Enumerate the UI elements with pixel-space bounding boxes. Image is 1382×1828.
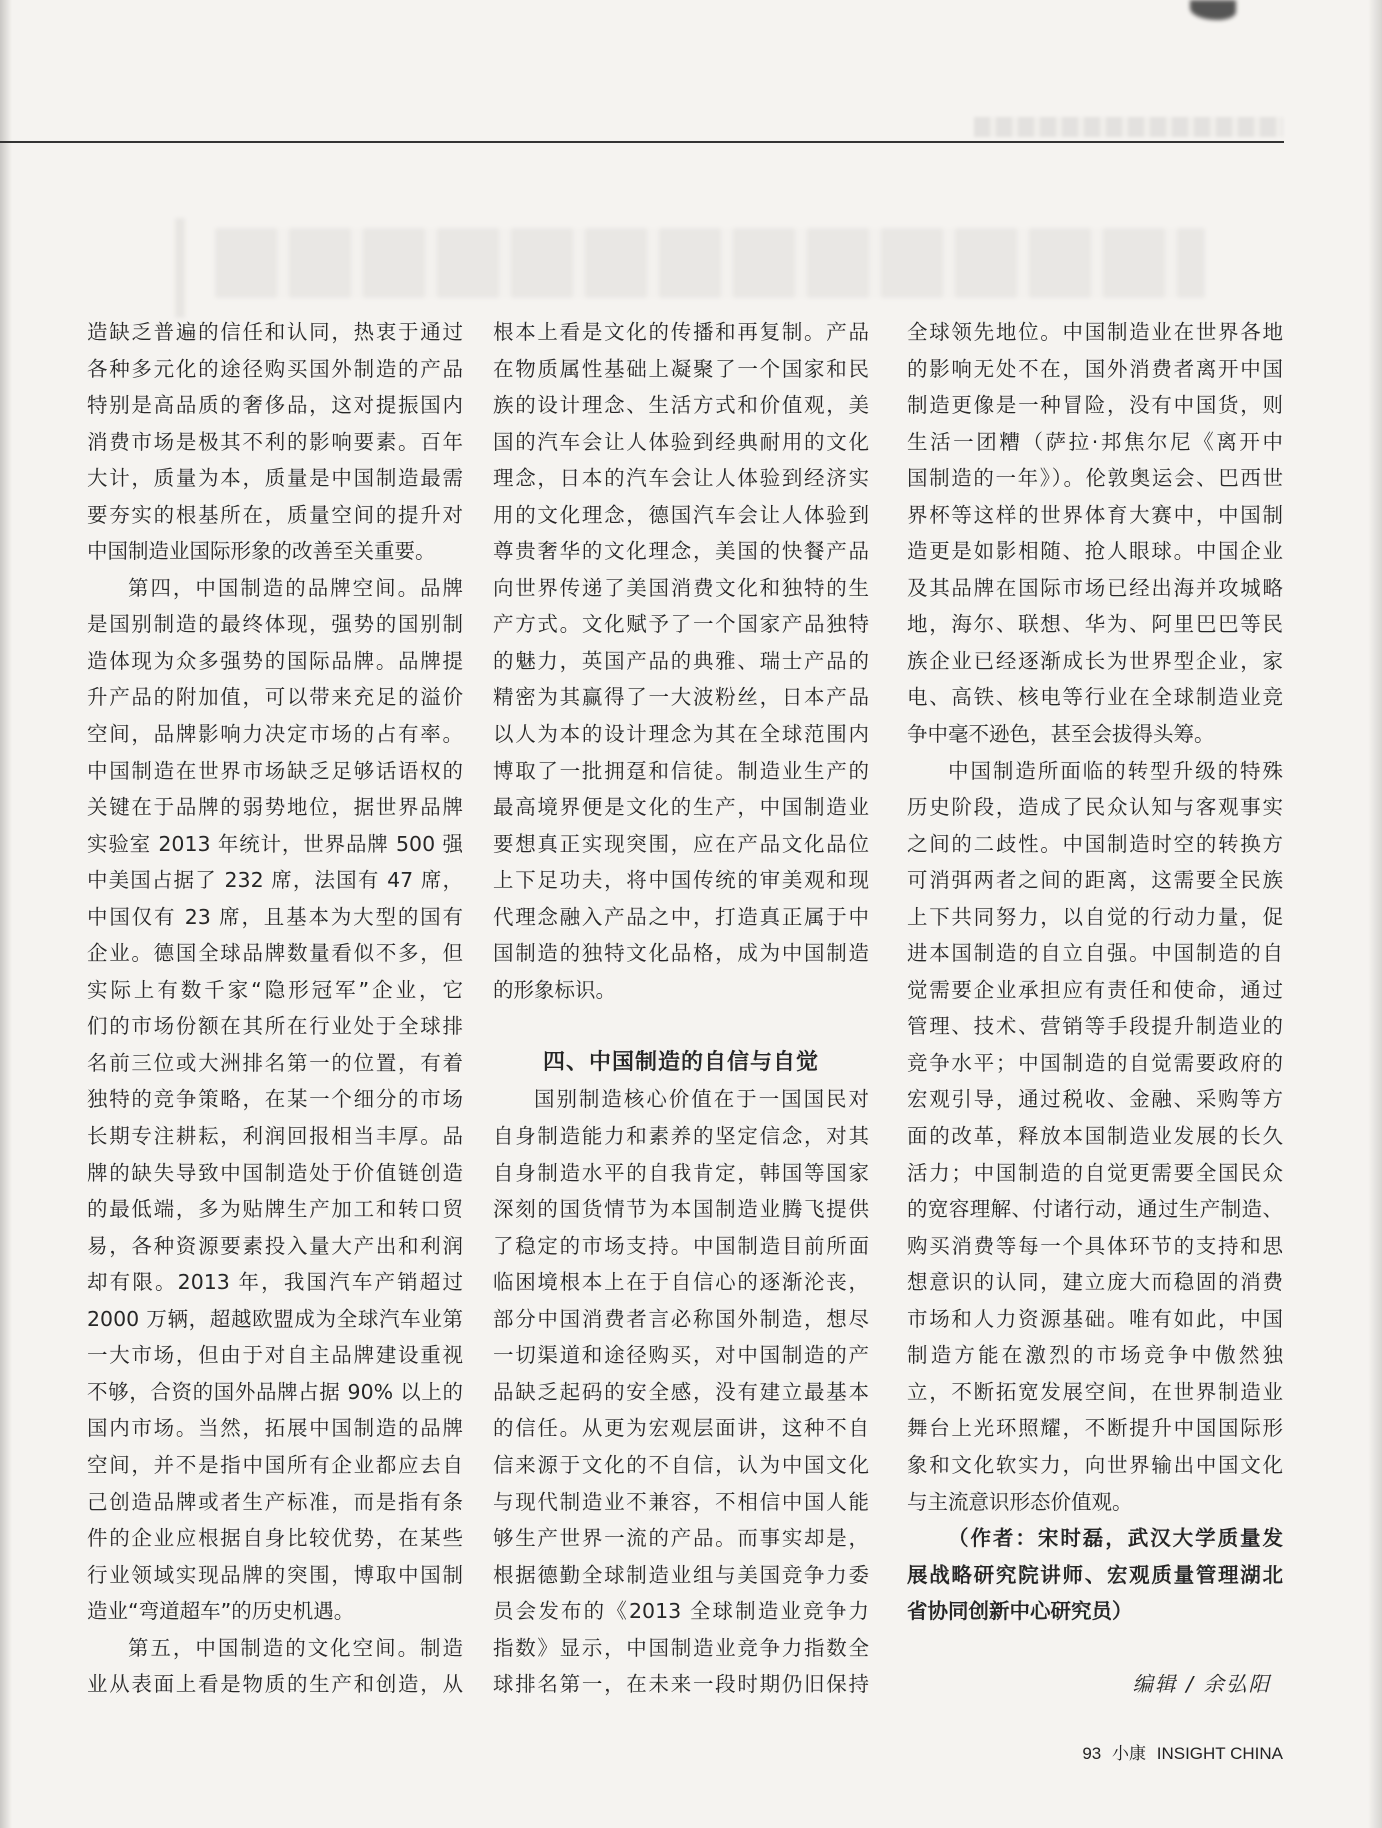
text-line: 国制造的一年》）。伦敦奥运会、巴西世	[907, 466, 1283, 491]
text-line: 最高境界便是文化的生产，中国制造业	[493, 795, 869, 820]
magazine-name-en: INSIGHT CHINA	[1156, 1744, 1283, 1763]
paragraph	[907, 314, 1283, 753]
text-line: 空间，并不是指中国所有企业都应去自	[87, 1452, 463, 1477]
text-line: 族企业已经逐渐成长为世界型企业，家	[907, 648, 1283, 673]
text-line: 自身制造水平的自我肯定，韩国等国家	[493, 1160, 869, 1185]
text-line: 及其品牌在国际市场已经出海并攻城略	[907, 575, 1283, 600]
text-line: 界杯等这样的世界体育大赛中，中国制	[907, 502, 1283, 527]
text-line: 长期专注耕耘，利润回报相当丰厚。品	[87, 1124, 463, 1149]
text-line: 部分中国消费者言必称国外制造，想尽	[493, 1306, 869, 1331]
text-line: 要想真正实现突围，应在产品文化品位	[493, 831, 869, 856]
text-line: 电、高铁、核电等行业在全球制造业竞	[907, 685, 1283, 710]
text-line: 牌的缺失导致中国制造处于价值链创造	[87, 1160, 463, 1185]
text-line: 向世界传递了美国消费文化和独特的生	[493, 575, 869, 600]
text-line: 己创造品牌或者生产标准，而是指有条	[87, 1489, 463, 1514]
text-line: 升产品的附加值，可以带来充足的溢价	[87, 685, 463, 710]
text-line: 造体现为众多强势的国际品牌。品牌提	[87, 648, 463, 673]
text-line: 上下共同努力，以自觉的行动力量，促	[907, 904, 1283, 929]
text-line: 根本上看是文化的传播和再复制。产品	[493, 320, 869, 344]
text-line: 代理念融入产品之中，打造真正属于中	[493, 904, 869, 929]
text-line: 宏观引导，通过税收、金融、采购等方	[907, 1087, 1283, 1112]
text-line: 购买消费等每一个具体环节的支持和思	[907, 1233, 1283, 1258]
text-line: 消费市场是极其不利的影响要素。百年	[87, 429, 463, 454]
text-line: 尊贵奢华的文化理念，美国的快餐产品	[493, 539, 869, 564]
text-line: 历史阶段，造成了民众认知与客观事实	[907, 795, 1283, 820]
text-line: 与现代制造业不兼容，不相信中国人能	[493, 1489, 869, 1514]
text-line: 以人为本的设计理念为其在全球范围内	[493, 722, 869, 747]
text-line: 族的设计理念、生活方式和价值观，美	[493, 393, 869, 418]
section-heading: 四、中国制造的自信与自觉	[542, 1049, 819, 1075]
header-rule	[0, 141, 1284, 143]
text-line: 活力；中国制造的自觉更需要全国民众	[907, 1160, 1283, 1185]
text-line: 的影响无处不在，国外消费者离开中国	[907, 356, 1283, 381]
text-line: 够生产世界一流的产品。而事实却是，	[493, 1526, 869, 1551]
author-byline	[907, 1520, 1283, 1630]
text-line: 自身制造能力和素养的坚定信念，对其	[493, 1124, 869, 1149]
text-line: 竞争水平；中国制造的自觉需要政府的	[907, 1050, 1283, 1075]
text-line: 精密为其赢得了一大波粉丝，日本产品	[493, 685, 869, 710]
text-line: 员会发布的《2013 全球制造业竞争力	[493, 1599, 869, 1624]
text-line: 与主流意识形态价值观。	[907, 1489, 1133, 1514]
text-line: 管理、技术、营销等手段提升制造业的	[907, 1014, 1283, 1039]
text-line: 关键在于品牌的弱势地位，据世界品牌	[87, 795, 463, 820]
text-line: 省协同创新中心研究员）	[907, 1599, 1133, 1624]
text-line: 国的汽车会让人体验到经典耐用的文化	[493, 429, 869, 454]
title-bleed-glyphs	[215, 228, 1205, 298]
text-line: 行业领域实现品牌的突围，博取中国制	[87, 1562, 463, 1587]
text-line: 第五，中国制造的文化空间。制造	[128, 1635, 463, 1660]
text-line: 的形象标识。	[493, 977, 616, 1002]
text-line: 造业“弯道超车”的历史机遇。	[87, 1599, 355, 1624]
text-line: 实验室 2013 年统计，世界品牌 500 强	[87, 831, 463, 856]
text-line: 理念，日本的汽车会让人体验到经济实	[493, 466, 869, 491]
text-line: 一大市场，但由于对自主品牌建设重视	[87, 1343, 463, 1368]
text-line: 想意识的认同，建立庞大而稳固的消费	[907, 1270, 1283, 1295]
editor-credit: 编辑 / 余弘阳	[1132, 1672, 1271, 1697]
title-bleed-bar	[175, 218, 185, 318]
text-line: 却有限。2013 年，我国汽车产销超过	[87, 1270, 463, 1295]
text-line: 中国制造业国际形象的改善至关重要。	[87, 539, 436, 564]
text-line: 进本国制造的自立自强。中国制造的自	[907, 941, 1283, 966]
text-line: 舞台上光环照耀，不断提升中国国际形	[907, 1416, 1283, 1441]
text-line: 信来源于文化的不自信，认为中国文化	[493, 1452, 869, 1477]
text-line: 要夯实的根基所在，质量空间的提升对	[87, 502, 463, 527]
text-line: 全球领先地位。中国制造业在世界各地	[907, 320, 1283, 344]
paragraph	[87, 1630, 463, 1703]
text-line: （作者：宋时磊，武汉大学质量发	[948, 1526, 1283, 1551]
text-line: 争中毫不逊色，甚至会拔得头筹。	[907, 722, 1215, 747]
text-line: 的信任。从更为宏观层面讲，这种不自	[493, 1416, 869, 1441]
text-line: 之间的二歧性。中国制造时空的转换方	[907, 831, 1283, 856]
text-line: 指数》显示，中国制造业竞争力指数全	[493, 1635, 869, 1660]
text-line: 上下足功夫，将中国传统的审美观和现	[493, 868, 869, 893]
text-line: 独特的竞争策略，在某一个细分的市场	[87, 1087, 463, 1112]
text-line: 的最低端，多为贴牌生产加工和转口贸	[87, 1197, 463, 1222]
text-line: 深刻的国货情节为本国制造业腾飞提供	[493, 1197, 869, 1222]
text-line: 是国别制造的最终体现，强势的国别制	[87, 612, 463, 637]
text-line: 第四，中国制造的品牌空间。品牌	[128, 575, 463, 600]
text-line: 实际上有数千家“隐形冠军”企业，它	[87, 977, 463, 1002]
text-line: 的魅力，英国产品的典雅、瑞士产品的	[493, 648, 869, 673]
text-line: 中国制造在世界市场缺乏足够话语权的	[87, 758, 463, 783]
text-line: 们的市场份额在其所在行业处于全球排	[87, 1014, 463, 1039]
text-line: 制造更像是一种冒险，没有中国货，则	[907, 393, 1283, 418]
text-line: 国内市场。当然，拓展中国制造的品牌	[87, 1416, 463, 1441]
header-bleed-through	[974, 117, 1283, 137]
text-line: 各种多元化的途径购买国外制造的产品	[87, 356, 463, 381]
text-line: 展战略研究院讲师、宏观质量管理湖北	[907, 1562, 1283, 1587]
text-line: 中国仅有 23 席，且基本为大型的国有	[87, 904, 463, 929]
text-line: 国别制造核心价值在于一国国民对	[534, 1087, 869, 1112]
text-line: 企业。德国全球品牌数量看似不多，但	[87, 941, 463, 966]
text-line: 球排名第一，在未来一段时期仍旧保持	[493, 1672, 869, 1697]
text-line: 大计，质量为本，质量是中国制造最需	[87, 466, 463, 491]
text-line: 了稳定的市场支持。中国制造目前所面	[493, 1233, 869, 1258]
scan-page-edge-left	[0, 0, 12, 1828]
text-line: 空间，品牌影响力决定市场的占有率。	[87, 722, 463, 747]
text-line: 市场和人力资源基础。唯有如此，中国	[907, 1306, 1283, 1331]
text-line: 的宽容理解、付诸行动，通过生产制造、	[907, 1197, 1283, 1222]
text-line: 造更是如影相随、抢人眼球。中国企业	[907, 539, 1283, 564]
text-line: 中美国占据了 232 席，法国有 47 席，	[87, 868, 463, 893]
paragraph	[493, 1081, 869, 1702]
page-footer	[1082, 1742, 1283, 1766]
text-line: 名前三位或大洲排名第一的位置，有着	[87, 1050, 463, 1075]
text-line: 易，各种资源要素投入量大产出和利润	[87, 1233, 463, 1258]
article-column-left	[87, 314, 463, 1703]
article-column-middle	[493, 314, 869, 1703]
text-line: 件的企业应根据自身比较优势，在某些	[87, 1526, 463, 1551]
paragraph	[493, 314, 869, 1008]
text-line: 国制造的独特文化品格，成为中国制造	[493, 941, 869, 966]
text-line: 用的文化理念，德国汽车会让人体验到	[493, 502, 869, 527]
page-number: 93	[1082, 1744, 1102, 1763]
paragraph	[87, 570, 463, 1630]
text-line: 地，海尔、联想、华为、阿里巴巴等民	[907, 612, 1283, 637]
text-line: 制造方能在激烈的市场竞争中傲然独	[907, 1343, 1283, 1368]
text-line: 生活一团糟（萨拉·邦焦尔尼《离开中	[907, 429, 1283, 454]
text-line: 产方式。文化赋予了一个国家产品独特	[493, 612, 869, 637]
title-bleed-through	[175, 218, 1215, 306]
text-line: 立，不断拓宽发展空间，在世界制造业	[907, 1379, 1283, 1404]
text-line: 业从表面上看是物质的生产和创造，从	[87, 1672, 463, 1697]
text-line: 不够，合资的国外品牌占据 90% 以上的	[87, 1379, 463, 1404]
paragraph	[87, 314, 463, 570]
text-line: 临困境根本上在于自信心的逐渐沦丧，	[493, 1270, 869, 1295]
text-line: 博取了一批拥趸和信徒。制造业生产的	[493, 758, 869, 783]
article-column-right	[907, 314, 1283, 1703]
text-line: 品缺乏起码的安全感，没有建立最基本	[493, 1379, 869, 1404]
text-line: 2000 万辆，超越欧盟成为全球汽车业第	[87, 1306, 463, 1331]
paragraph	[907, 753, 1283, 1520]
text-line: 觉需要企业承担应有责任和使命，通过	[907, 977, 1283, 1002]
text-line: 在物质属性基础上凝聚了一个国家和民	[493, 356, 869, 381]
text-line: 造缺乏普遍的信任和认同，热衷于通过	[87, 320, 463, 344]
text-line: 根据德勤全球制造业组与美国竞争力委	[493, 1562, 869, 1587]
text-line: 特别是高品质的奢侈品，这对提振国内	[87, 393, 463, 418]
text-line: 象和文化软实力，向世界输出中国文化	[907, 1452, 1283, 1477]
text-line: 一切渠道和途径购买，对中国制造的产	[493, 1343, 869, 1368]
text-line: 面的改革，释放本国制造业发展的长久	[907, 1124, 1283, 1149]
scan-smudge	[1190, 0, 1236, 20]
magazine-name-cn: 小康	[1112, 1744, 1146, 1763]
text-line: 可消弭两者之间的距离，这需要全民族	[907, 868, 1283, 893]
scan-page-edge-right	[1368, 0, 1382, 1828]
text-line: 中国制造所面临的转型升级的特殊	[948, 758, 1283, 783]
